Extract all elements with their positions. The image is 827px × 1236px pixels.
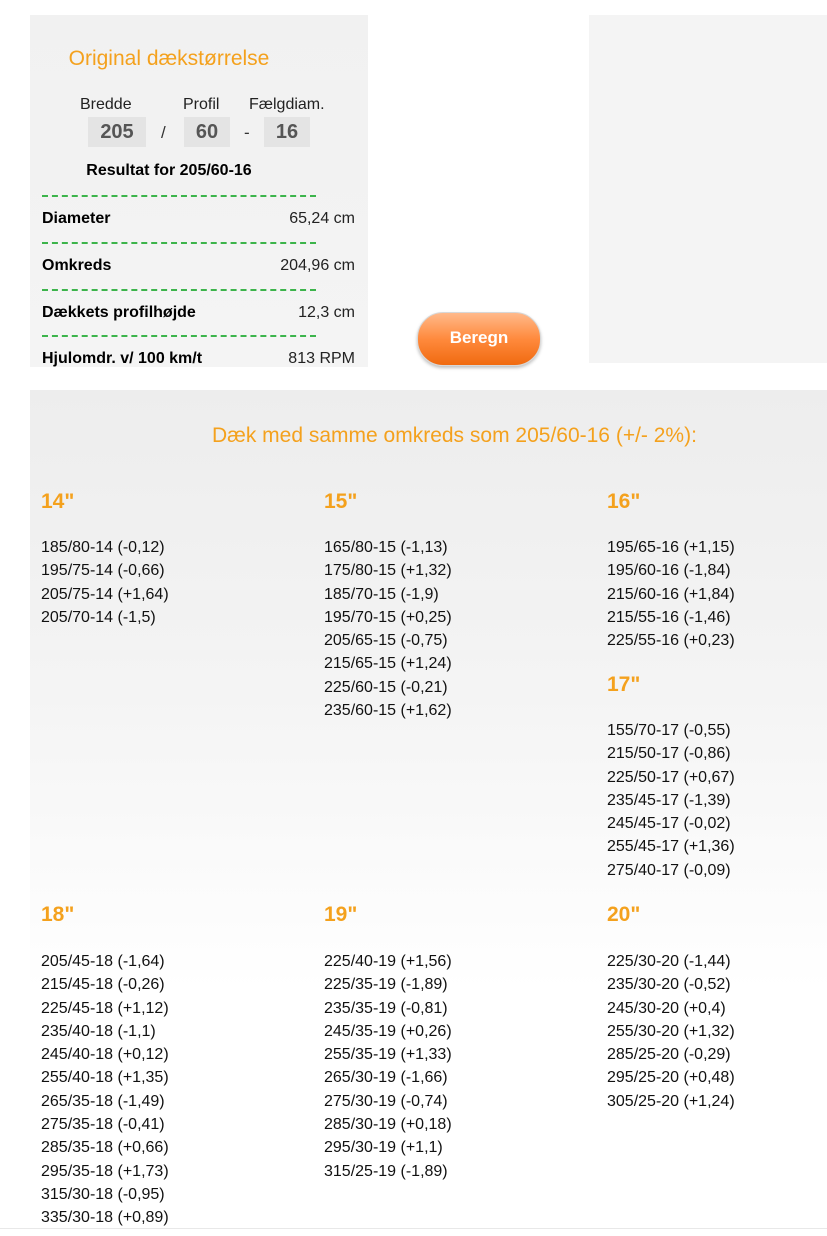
tire-size-item: 245/40-18 (+0,12) bbox=[41, 1046, 169, 1064]
rpm-label: Hjulomdr. v/ 100 km/t bbox=[42, 350, 203, 367]
tire-size-item: 315/25-19 (-1,89) bbox=[324, 1162, 448, 1180]
profile-height-value: 12,3 cm bbox=[298, 304, 355, 321]
tire-size-item: 225/50-17 (+0,67) bbox=[607, 768, 735, 786]
profile-input[interactable]: 60 bbox=[184, 117, 230, 147]
side-panel bbox=[589, 15, 827, 363]
diameter-value: 65,24 cm bbox=[289, 210, 355, 227]
tire-size-item: 215/45-18 (-0,26) bbox=[41, 976, 165, 994]
tire-size-item: 305/25-20 (+1,24) bbox=[607, 1092, 735, 1110]
group-title-15: 15" bbox=[324, 490, 358, 513]
tire-list-16 bbox=[607, 536, 735, 652]
rim-input[interactable]: 16 bbox=[264, 117, 310, 147]
tire-list-15 bbox=[324, 536, 452, 722]
tire-size-item: 225/45-18 (+1,12) bbox=[41, 999, 169, 1017]
divider bbox=[42, 242, 316, 244]
width-profile-separator: / bbox=[161, 123, 166, 142]
tire-size-item: 205/65-15 (-0,75) bbox=[324, 632, 448, 650]
tire-size-item: 255/30-20 (+1,32) bbox=[607, 1022, 735, 1040]
tire-size-item: 255/40-18 (+1,35) bbox=[41, 1069, 169, 1087]
tire-list-20 bbox=[607, 950, 735, 1113]
tire-size-item: 285/25-20 (-0,29) bbox=[607, 1046, 731, 1064]
circumference-value: 204,96 cm bbox=[280, 257, 355, 274]
tire-size-item: 265/35-18 (-1,49) bbox=[41, 1092, 165, 1110]
tire-list-18 bbox=[41, 950, 169, 1230]
tire-size-item: 235/40-18 (-1,1) bbox=[41, 1022, 156, 1040]
diameter-label: Diameter bbox=[42, 210, 111, 227]
tire-size-item: 215/50-17 (-0,86) bbox=[607, 745, 731, 763]
divider bbox=[42, 289, 316, 291]
tire-size-item: 195/60-16 (-1,84) bbox=[607, 562, 731, 580]
tire-size-item: 255/35-19 (+1,33) bbox=[324, 1046, 452, 1064]
tire-size-item: 205/75-14 (+1,64) bbox=[41, 585, 169, 603]
tire-size-item: 285/35-18 (+0,66) bbox=[41, 1139, 169, 1157]
tire-size-item: 215/55-16 (-1,46) bbox=[607, 608, 731, 626]
tire-size-item: 335/30-18 (+0,89) bbox=[41, 1209, 169, 1227]
tire-size-item: 285/30-19 (+0,18) bbox=[324, 1116, 452, 1134]
tire-size-item: 195/65-16 (+1,15) bbox=[607, 539, 735, 556]
group-title-18: 18" bbox=[41, 903, 75, 926]
tire-size-item: 225/30-20 (-1,44) bbox=[607, 953, 731, 970]
circumference-label: Omkreds bbox=[42, 257, 112, 274]
width-input[interactable]: 205 bbox=[88, 117, 146, 147]
group-title-16: 16" bbox=[607, 490, 641, 513]
tire-size-item: 265/30-19 (-1,66) bbox=[324, 1069, 448, 1087]
tire-size-item: 235/35-19 (-0,81) bbox=[324, 999, 448, 1017]
tire-list-19 bbox=[324, 950, 452, 1183]
result-title: Resultat for 205/60-16 bbox=[86, 162, 252, 179]
results-title: Dæk med samme omkreds som 205/60-16 (+/- 2%): bbox=[212, 424, 697, 447]
tire-size-item: 315/30-18 (-0,95) bbox=[41, 1185, 165, 1203]
tire-size-item: 225/35-19 (-1,89) bbox=[324, 976, 448, 994]
profile-rim-separator: - bbox=[244, 123, 250, 142]
group-title-17: 17" bbox=[607, 673, 641, 696]
tire-size-item: 225/55-16 (+0,23) bbox=[607, 632, 735, 650]
calculator-title: Original dækstørrelse bbox=[68, 47, 270, 70]
tire-size-item: 185/80-14 (-0,12) bbox=[41, 539, 165, 556]
profile-label: Profil bbox=[183, 96, 220, 113]
rim-label: Fælgdiam. bbox=[249, 96, 325, 113]
tire-list-17 bbox=[607, 719, 735, 882]
tire-size-item: 275/40-17 (-0,09) bbox=[607, 861, 731, 879]
tire-size-item: 295/30-19 (+1,1) bbox=[324, 1139, 443, 1157]
tire-size-item: 165/80-15 (-1,13) bbox=[324, 539, 448, 556]
tire-size-item: 275/35-18 (-0,41) bbox=[41, 1116, 165, 1134]
tire-size-item: 205/45-18 (-1,64) bbox=[41, 953, 165, 970]
tire-list-14 bbox=[41, 536, 169, 629]
tire-size-item: 295/35-18 (+1,73) bbox=[41, 1162, 169, 1180]
tire-size-item: 205/70-14 (-1,5) bbox=[41, 608, 156, 626]
group-title-19: 19" bbox=[324, 903, 358, 926]
tire-size-item: 245/30-20 (+0,4) bbox=[607, 999, 726, 1017]
tire-size-item: 245/35-19 (+0,26) bbox=[324, 1022, 452, 1040]
divider bbox=[42, 195, 316, 197]
tire-size-item: 235/60-15 (+1,62) bbox=[324, 702, 452, 720]
tire-size-item: 275/30-19 (-0,74) bbox=[324, 1092, 448, 1110]
tire-size-item: 255/45-17 (+1,36) bbox=[607, 838, 735, 856]
tire-size-item: 195/70-15 (+0,25) bbox=[324, 608, 452, 626]
divider bbox=[42, 335, 316, 337]
tire-size-item: 215/65-15 (+1,24) bbox=[324, 655, 452, 673]
tire-size-item: 175/80-15 (+1,32) bbox=[324, 562, 452, 580]
tire-size-item: 295/25-20 (+0,48) bbox=[607, 1069, 735, 1087]
profile-height-label: Dækkets profilhøjde bbox=[42, 304, 196, 321]
tire-size-item: 225/60-15 (-0,21) bbox=[324, 678, 448, 696]
tire-size-item: 215/60-16 (+1,84) bbox=[607, 585, 735, 603]
rpm-value: 813 RPM bbox=[288, 350, 355, 367]
tire-size-item: 245/45-17 (-0,02) bbox=[607, 815, 731, 833]
group-title-14: 14" bbox=[41, 490, 75, 513]
group-title-20: 20" bbox=[607, 903, 641, 926]
tire-size-item: 195/75-14 (-0,66) bbox=[41, 562, 165, 580]
tire-size-item: 225/40-19 (+1,56) bbox=[324, 953, 452, 970]
tire-size-item: 235/45-17 (-1,39) bbox=[607, 791, 731, 809]
tire-size-item: 155/70-17 (-0,55) bbox=[607, 722, 731, 739]
tire-size-item: 185/70-15 (-1,9) bbox=[324, 585, 439, 603]
tire-size-item: 235/30-20 (-0,52) bbox=[607, 976, 731, 994]
width-label: Bredde bbox=[80, 96, 132, 113]
calculate-button[interactable]: Beregn bbox=[417, 312, 541, 366]
